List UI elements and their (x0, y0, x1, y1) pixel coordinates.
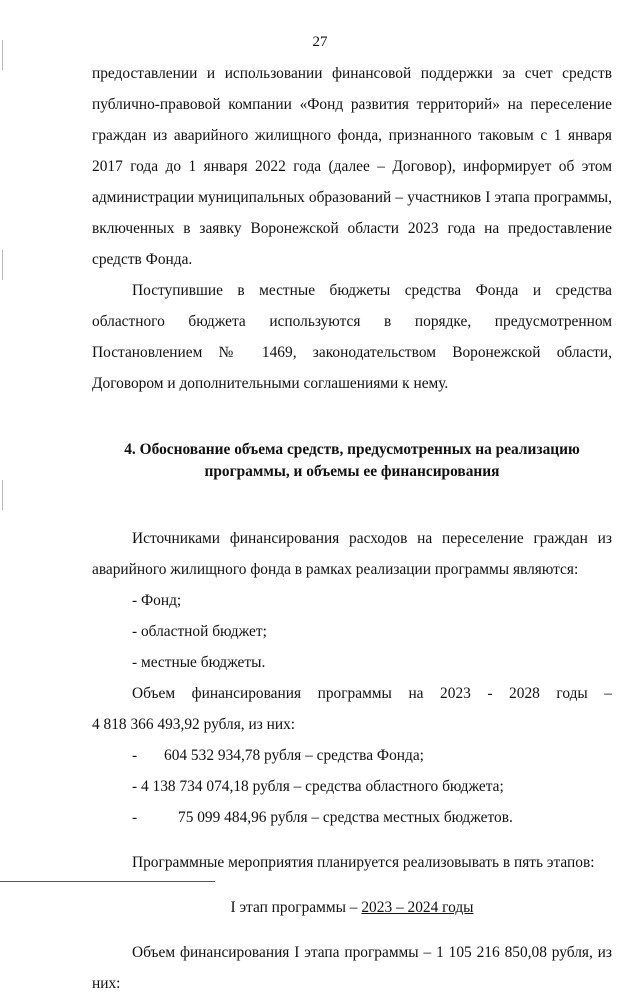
document-body (92, 58, 612, 999)
stage-title: I этап программы – 2023 – 2024 годы (230, 899, 474, 916)
page-number: 27 (312, 34, 328, 50)
funding-breakdown-item: - 604 532 934,78 рубля – средства Фонда; (132, 747, 424, 764)
section-heading (92, 439, 612, 483)
section-heading-line: программы, и объемы ее финансирования (204, 463, 500, 480)
scan-edge-mark (2, 250, 3, 280)
list-item: - областной бюджет; (132, 623, 267, 640)
funding-breakdown-item: - 4 138 734 074,18 рубля – средства областного бюджета; (132, 778, 504, 795)
funding-breakdown-item: - 75 099 484,96 рубля – средства местных бюджетов. (132, 809, 513, 826)
paragraph-stage-funding: Объем финансирования I этапа программы – 1 105 216 850,08 рубля, из них: (92, 944, 612, 992)
list-item: - местные бюджеты. (132, 654, 266, 671)
scan-edge-mark (2, 480, 3, 510)
scan-edge-mark (2, 40, 3, 70)
paragraph-funding-sources: Источниками финансирования расходов на переселение граждан из аварийного жилищного фонда в рамках реализации программы являются: (92, 530, 612, 578)
total-funding-amount: 4 818 366 493,92 рубля, из них: (92, 716, 296, 733)
section-heading-line: 4. Обоснование объема средств, предусмотренных на реализацию (124, 441, 580, 458)
footer-rule (0, 881, 215, 882)
total-funding-line: Объем финансирования программы на 2023 - 2028 годы – (132, 685, 612, 702)
paragraph-agreement: предоставлении и использовании финансовой поддержки за счет средств публично-правовой компании «Фонд развития территорий» на переселение граждан из аварийного жилищного фонда, признанного таковым с 1 января 2017 года до 1 января 2022 года (далее – Договор), информирует об этом администрации муниципальных образований – участников I этапа программы, включенных в заявку Воронежской области 2023 года на предоставление средств Фонда. (92, 65, 612, 268)
list-item: - Фонд; (132, 592, 182, 609)
paragraph-stages: Программные мероприятия планируется реализовывать в пять этапов: (132, 854, 595, 871)
paragraph-budget-usage: Поступившие в местные бюджеты средства Фонда и средства областного бюджета используются в порядке, предусмотренном Постановлением № 1469, законодательством Воронежской области, Договором и дополнительными соглашениями к нему. (92, 282, 612, 392)
stage-years: 2023 – 2024 годы (361, 899, 474, 916)
